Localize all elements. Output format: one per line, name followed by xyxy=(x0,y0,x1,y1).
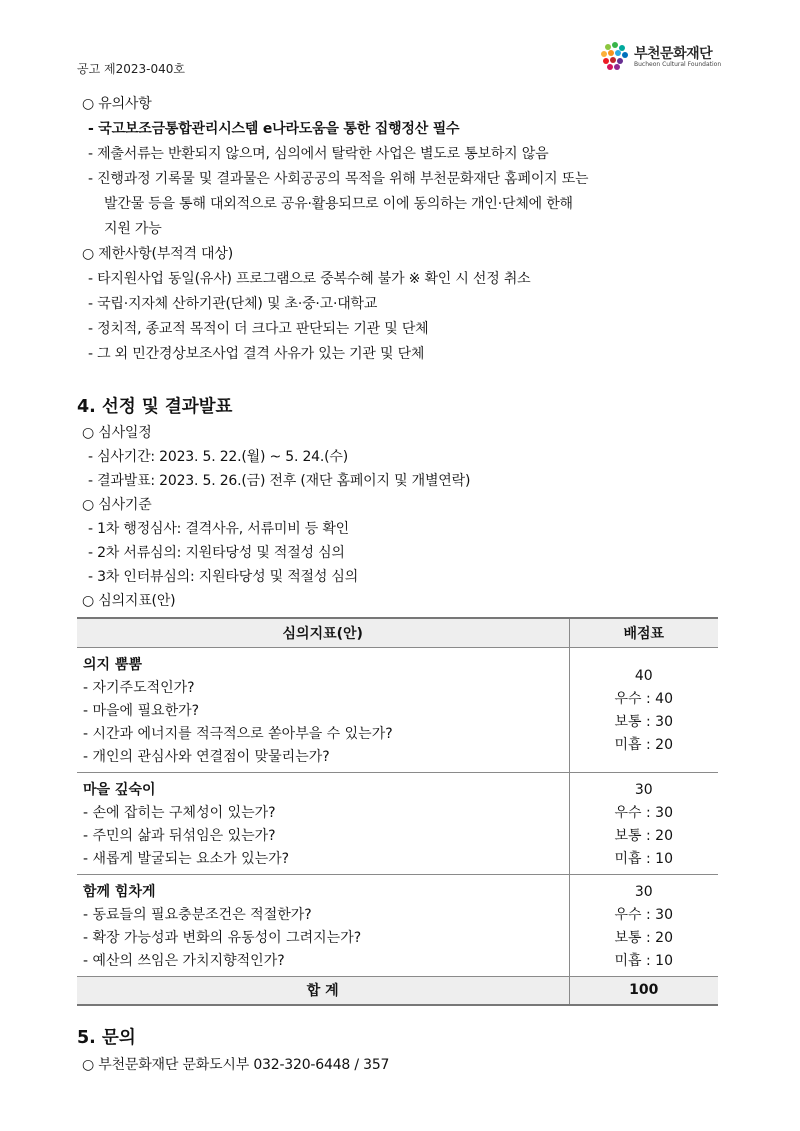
notes-item: 발간물 등을 통해 대외적으로 공유·활용되므로 이에 동의하는 개인·단체에 한해 xyxy=(104,196,573,212)
total-value: 100 xyxy=(569,976,718,1005)
group-total: 30 xyxy=(634,781,653,798)
group-title: 의지 뿜뿜 xyxy=(83,656,142,673)
total-label: 합 계 xyxy=(77,976,569,1005)
score-level: 미흡 : 10 xyxy=(614,952,673,969)
group-item: - 개인의 관심사와 연결점이 맞물리는가? xyxy=(83,748,330,765)
score-level: 보통 : 30 xyxy=(614,713,673,730)
notice-number: 공고 제2023-040호 xyxy=(77,62,185,76)
table-row xyxy=(77,647,718,772)
notes-item: - 국고보조금통합관리시스템 e나라도움을 통한 집행정산 필수 xyxy=(88,121,460,137)
logo-mark-icon xyxy=(598,40,632,74)
section-5-heading: 5. 문의 xyxy=(77,1028,136,1048)
table-row xyxy=(77,874,718,976)
column-header-criteria: 심의지표(안) xyxy=(77,618,569,647)
schedule-title: ○ 심사일정 xyxy=(82,425,152,441)
section-4-heading: 4. 선정 및 결과발표 xyxy=(77,397,233,417)
notes-title: ○ 유의사항 xyxy=(82,96,152,112)
table-total-row xyxy=(77,976,718,1005)
score-level: 미흡 : 10 xyxy=(614,850,673,867)
score-level: 우수 : 30 xyxy=(614,906,673,923)
schedule-item: - 결과발표: 2023. 5. 26.(금) 전후 (재단 홈페이지 및 개별연락) xyxy=(88,473,471,489)
score-level: 보통 : 20 xyxy=(614,929,673,946)
restrictions-item: - 국립·지자체 산하기관(단체) 및 초·중·고·대학교 xyxy=(88,296,378,312)
contact-info: ○ 부천문화재단 문화도시부 032-320-6448 / 357 xyxy=(82,1057,390,1073)
group-item: - 주민의 삶과 뒤섞임은 있는가? xyxy=(83,827,276,844)
group-item: - 예산의 쓰임은 가치지향적인가? xyxy=(83,952,285,969)
group-title: 함께 힘차게 xyxy=(83,883,156,900)
restrictions-item: - 그 외 민간경상보조사업 결격 사유가 있는 기관 및 단체 xyxy=(88,346,425,362)
schedule-item: - 심사기간: 2023. 5. 22.(월) ~ 5. 24.(수) xyxy=(88,449,348,465)
criteria-item: - 3차 인터뷰심의: 지원타당성 및 적절성 심의 xyxy=(88,569,359,585)
logo-name: 부천문화재단 xyxy=(634,46,713,62)
restrictions-title: ○ 제한사항(부적격 대상) xyxy=(82,246,233,262)
group-title: 마을 깊숙이 xyxy=(83,781,156,798)
criteria-title: ○ 심사기준 xyxy=(82,497,152,513)
score-level: 미흡 : 20 xyxy=(614,736,673,753)
notes-item: - 진행과정 기록물 및 결과물은 사회공공의 목적을 위해 부천문화재단 홈페이지 또는 xyxy=(88,171,589,187)
restrictions-item: - 정치적, 종교적 목적이 더 크다고 판단되는 기관 및 단체 xyxy=(88,321,429,337)
score-level: 우수 : 40 xyxy=(614,690,673,707)
criteria-item: - 1차 행정심사: 결격사유, 서류미비 등 확인 xyxy=(88,521,350,537)
group-item: - 새롭게 발굴되는 요소가 있는가? xyxy=(83,850,290,867)
group-item: - 자기주도적인가? xyxy=(83,679,195,696)
restrictions-item: - 타지원사업 동일(유사) 프로그램으로 중복수혜 불가 ※ 확인 시 선정 취소 xyxy=(88,271,531,287)
group-total: 40 xyxy=(634,667,653,684)
logo-subtitle: Bucheon Cultural Foundation xyxy=(634,61,722,68)
foundation-logo xyxy=(598,40,738,74)
index-title: ○ 심의지표(안) xyxy=(82,593,176,609)
group-total: 30 xyxy=(634,883,653,900)
group-item: - 손에 잡히는 구체성이 있는가? xyxy=(83,804,276,821)
group-item: - 마을에 필요한가? xyxy=(83,702,200,719)
group-item: - 동료들의 필요충분조건은 적절한가? xyxy=(83,906,312,923)
group-item: - 확장 가능성과 변화의 유동성이 그려지는가? xyxy=(83,929,362,946)
table-row xyxy=(77,772,718,874)
column-header-score: 배점표 xyxy=(569,618,718,647)
table-header-row xyxy=(77,618,718,647)
group-item: - 시간과 에너지를 적극적으로 쏟아부을 수 있는가? xyxy=(83,725,393,742)
notes-item: 지원 가능 xyxy=(104,221,162,237)
criteria-item: - 2차 서류심의: 지원타당성 및 적절성 심의 xyxy=(88,545,345,561)
criteria-table xyxy=(77,617,718,1006)
score-level: 보통 : 20 xyxy=(614,827,673,844)
score-level: 우수 : 30 xyxy=(614,804,673,821)
notes-item: - 제출서류는 반환되지 않으며, 심의에서 탈락한 사업은 별도로 통보하지 않음 xyxy=(88,146,549,162)
